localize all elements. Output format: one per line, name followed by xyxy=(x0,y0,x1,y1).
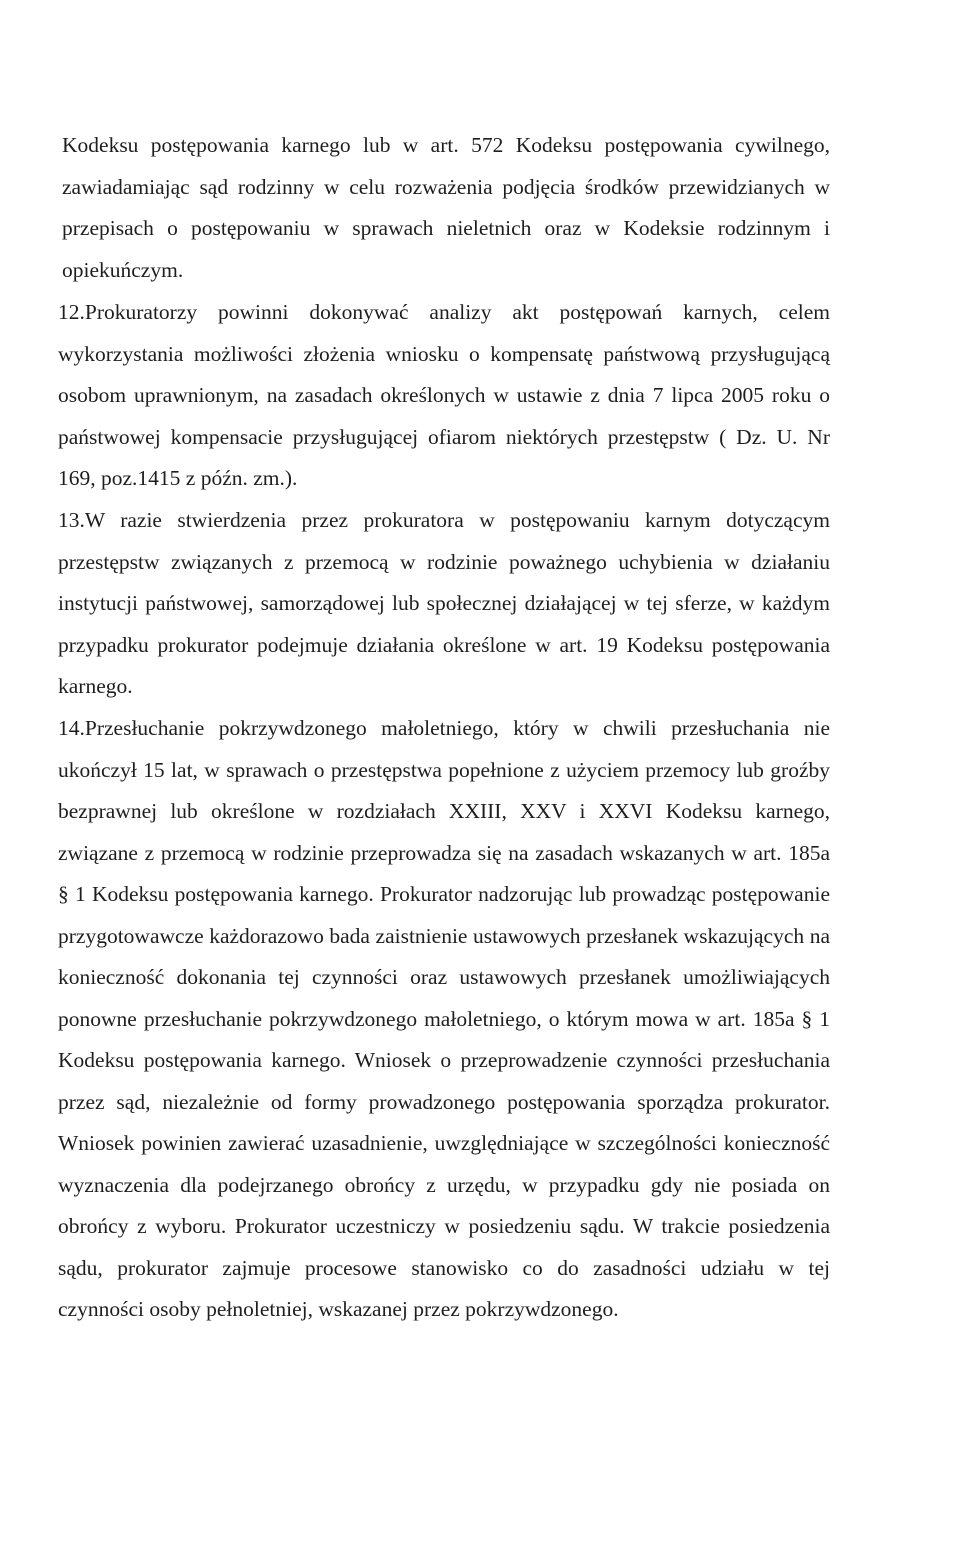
list-item-14 xyxy=(58,708,830,1331)
item-number: 14. xyxy=(58,716,85,740)
continuation-paragraph: Kodeksu postępowania karnego lub w art. 572 Kodeksu postępowania cywilnego, zawiadamiając sąd rodzinny w celu rozważenia podjęcia środków przewidzianych w przepisach o postępowaniu w sprawach nieletnich oraz w Kodeksie rodzinnym i opiekuńczym. xyxy=(62,133,830,282)
list-item-13 xyxy=(58,500,830,708)
item-number: 12. xyxy=(58,300,85,324)
item-text: Przesłuchanie pokrzywdzonego małoletniego, który w chwili przesłuchania nie ukończył 15 lat, w sprawach o przestępstwa popełnione z użyciem przemocy lub groźby bezprawnej lub określone w rozdziałach XXIII, XXV i XXVI Kodeksu karnego, związane z przemocą w rodzinie przeprowadza się na zasadach wskazanych w art. 185a § 1 Kodeksu postępowania karnego. Prokurator nadzorując lub prowadząc postępowanie przygotowawcze każdorazowo bada zaistnienie ustawowych przesłanek wskazujących na konieczność dokonania tej czynności oraz ustawowych przesłanek umożliwiających ponowne przesłuchanie pokrzywdzonego małoletniego, o którym mowa w art. 185a § 1 Kodeksu postępowania karnego. Wniosek o przeprowadzenie czynności przesłuchania przez sąd, niezależnie od formy prowadzonego postępowania sporządza prokurator. Wniosek powinien zawierać uzasadnienie, uwzględniające w szczególności konieczność wyznaczenia dla podejrzanego obrońcy z urzędu, w przypadku gdy nie posiada on obrońcy z wyboru. Prokurator uczestniczy w posiedzeniu sądu. W trakcie posiedzenia sądu, prokurator zajmuje procesowe stanowisko co do zasadności udziału w tej czynności osoby pełnoletniej, wskazanej przez pokrzywdzonego. xyxy=(58,716,830,1321)
item-text: W razie stwierdzenia przez prokuratora w postępowaniu karnym dotyczącym przestępstw związanych z przemocą w rodzinie poważnego uchybienia w działaniu instytucji państwowej, samorządowej lub społecznej działającej w tej sferze, w każdym przypadku prokurator podejmuje działania określone w art. 19 Kodeksu postępowania karnego. xyxy=(58,508,830,698)
item-text: Prokuratorzy powinni dokonywać analizy akt postępowań karnych, celem wykorzystania możliwości złożenia wniosku o kompensatę państwową przysługującą osobom uprawnionym, na zasadach określonych w ustawie z dnia 7 lipca 2005 roku o państwowej kompensacie przysługującej ofiarom niektórych przestępstw ( Dz. U. Nr 169, poz.1415 z późn. zm.). xyxy=(58,300,830,490)
list-item-12 xyxy=(58,292,830,500)
item-number: 13. xyxy=(58,508,85,532)
